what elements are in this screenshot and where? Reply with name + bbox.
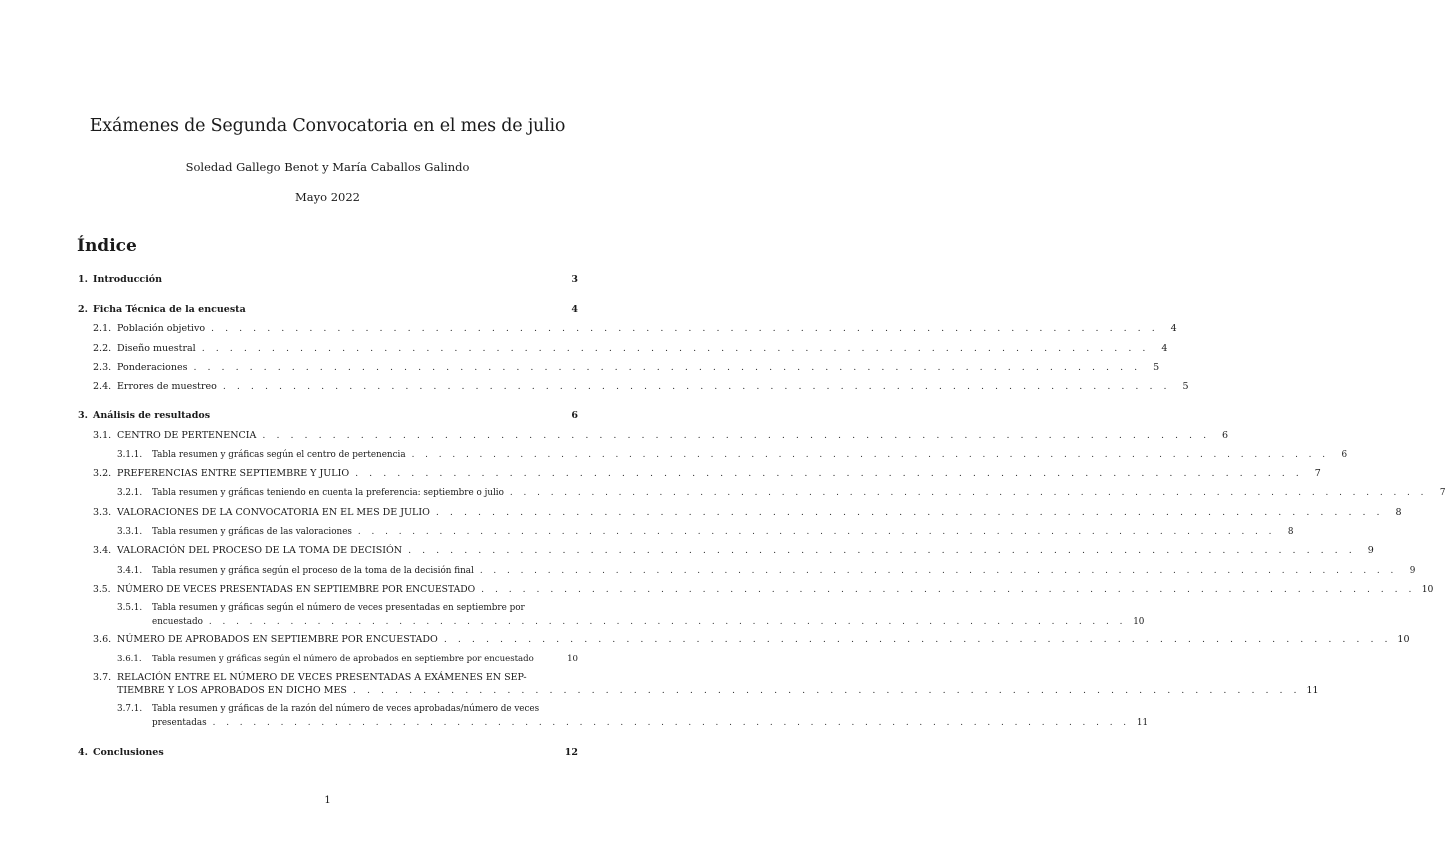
toc-entry-4[interactable] [78,746,578,760]
toc-title-line2: encuestado [152,617,203,627]
toc-number: 4. [78,747,88,758]
toc-leader-dots: . . . . . . . . . . . . . . . . . . . . . . . . . . . . . . . . . . . . . . . . . . . . . . . . . . . . . . . . . . . . . . . . . . . . [479,566,1398,576]
toc-entry-3-5[interactable] [93,583,1434,597]
toc-entry-3-3-1[interactable] [117,525,1294,539]
toc-leader-dots: . . . . . . . . . . . . . . . . . . . . . . . . . . . . . . . . . . . . . . . . . . . . . . . . . . . . . . . . . . . . . . . . . . . . [212,718,1131,728]
toc-entry-3-5-1[interactable] [117,602,1145,629]
toc-entry-3-7-1[interactable] [117,703,1149,730]
toc-title: Tabla resumen y gráficas según el número de aprobados en septiembre por encuestado [152,654,534,664]
toc-entry-2-3[interactable] [93,361,1160,375]
toc-number: 2.4. [93,381,112,392]
toc-entry-2-4[interactable] [93,380,1189,394]
toc-page: 4 [571,304,578,315]
toc-number: 3.1.1. [117,450,143,460]
toc-number: 3.5. [93,584,111,595]
toc-entry-3-6[interactable] [93,633,1410,647]
toc-entry-3-1[interactable] [93,429,1229,443]
toc-page: 3 [571,274,578,285]
toc-title: Tabla resumen y gráficas según el centro de pertenencia [152,450,406,460]
toc-entry-2-2[interactable] [93,342,1168,356]
toc-title: PREFERENCIAS ENTRE SEPTIEMBRE Y JULIO [117,468,350,479]
toc-number: 2.2. [93,343,112,354]
toc-leader-dots: . . . . . . . . . . . . . . . . . . . . . . . . . . . . . . . . . . . . . . . . . . . . . . . . . . . . . . . . . . . . . . . . . . . . [262,430,1211,441]
toc-page: 7 [1314,468,1321,479]
toc-number: 2. [78,304,88,315]
toc-number: 3.2. [93,468,112,479]
toc-entry-3-4[interactable] [93,544,1374,558]
toc-page: 7 [1439,488,1445,498]
toc-page: 12 [564,747,578,758]
toc-title-line1: Tabla resumen y gráficas según el número de veces presentadas en septiembre por [152,603,525,613]
toc-page: 6 [1341,450,1348,460]
toc-page: 10 [1133,617,1145,627]
toc-page: 8 [1395,507,1402,518]
toc-entry-3-1-1[interactable] [117,448,1348,462]
toc-title: VALORACIÓN DEL PROCESO DE LA TOMA DE DECISIÓN [117,545,403,556]
toc-leader-dots: . . . . . . . . . . . . . . . . . . . . . . . . . . . . . . . . . . . . . . . . . . . . . . . . . . . . . . . . . . . . . . . . . . . . [443,634,1392,645]
toc-title: NÚMERO DE VECES PRESENTADAS EN SEPTIEMBRE POR ENCUESTADO [117,584,476,595]
toc-entry-2[interactable] [78,303,578,317]
toc-title-line1: RELACIÓN ENTRE EL NÚMERO DE VECES PRESENTADAS A EXÁMENES EN SEP- [117,672,527,683]
toc-number: 3. [78,410,88,421]
toc-leader-dots: . . . . . . . . . . . . . . . . . . . . . . . . . . . . . . . . . . . . . . . . . . . . . . . . . . . . . . . . . . . . . . . . . . . . [357,527,1276,537]
toc-entry-3[interactable] [78,409,578,423]
toc-title: Introducción [93,274,163,285]
toc-entry-3-7[interactable] [93,671,1319,698]
toc-title-line1: Tabla resumen y gráficas de la razón del número de veces aprobadas/número de veces [152,704,540,714]
toc-number: 1. [78,274,88,285]
toc-title: Ponderaciones [117,362,188,373]
toc-page: 11 [1306,685,1319,696]
toc-number: 3.4. [93,545,112,556]
document-title: Exámenes de Segunda Convocatoria en el mes de julio [89,116,566,136]
toc-leader-dots: . . . . . . . . . . . . . . . . . . . . . . . . . . . . . . . . . . . . . . . . . . . . . . . . . . . . . . . . . . . . . . . . . . . . [435,507,1384,518]
toc-leader-dots: . . . . . . . . . . . . . . . . . . . . . . . . . . . . . . . . . . . . . . . . . . . . . . . . . . . . . . . . . . . . . . . . . . . . [201,343,1150,354]
toc-title: Población objetivo [117,323,206,334]
toc-page: 8 [1287,527,1294,537]
toc-number: 3.6.1. [117,654,142,664]
toc-leader-dots: . . . . . . . . . . . . . . . . . . . . . . . . . . . . . . . . . . . . . . . . . . . . . . . . . . . . . . . . . . . . . . . . . . . . [355,468,1303,479]
toc-title-line2: presentadas [152,718,207,728]
toc-leader-dots: . . . . . . . . . . . . . . . . . . . . . . . . . . . . . . . . . . . . . . . . . . . . . . . . . . . . . . . . . . . . . . . . . . . . [193,362,1142,373]
toc-entry-3-3[interactable] [93,506,1402,520]
index-heading: Índice [77,236,137,256]
toc-leader-dots: . . . . . . . . . . . . . . . . . . . . . . . . . . . . . . . . . . . . . . . . . . . . . . . . . . . . . . . . . . . . . . . . . . . . [352,685,1301,696]
toc-title: CENTRO DE PERTENENCIA [117,430,257,441]
document-authors: Soledad Gallego Benot y María Caballos Galindo [185,160,470,174]
toc-leader-dots: . . . . . . . . . . . . . . . . . . . . . . . . . . . . . . . . . . . . . . . . . . . . . . . . . . . . . . . . . . . . . . . . . . . . [211,323,1159,334]
toc-entry-1[interactable] [78,273,578,287]
toc-page: 10 [1397,634,1410,645]
toc-number: 3.7.1. [117,704,143,714]
toc-number: 3.3.1. [117,527,143,537]
toc-title-line2: TIEMBRE Y LOS APROBADOS EN DICHO MES [117,685,347,696]
toc-entry-2-1[interactable] [93,322,1177,336]
toc-entry-3-6-1[interactable] [117,652,578,666]
page-number: 1 [324,795,331,806]
toc-leader-dots: . . . . . . . . . . . . . . . . . . . . . . . . . . . . . . . . . . . . . . . . . . . . . . . . . . . . . . . . . . . . . . . . . . . . [222,381,1171,392]
toc-number: 3.5.1. [117,603,143,613]
toc-page: 11 [1136,718,1149,728]
toc-number: 3.3. [93,507,112,518]
toc-entry-3-4-1[interactable] [117,564,1416,578]
toc-title: Tabla resumen y gráficas de las valoraciones [152,527,352,537]
toc-title: Tabla resumen y gráficas teniendo en cuenta la preferencia: septiembre o julio [152,488,504,498]
toc-number: 3.1. [93,430,112,441]
toc-page: 5 [1153,362,1160,373]
toc-page: 4 [1161,343,1168,354]
toc-number: 2.1. [93,323,112,334]
toc-number: 3.4.1. [117,566,143,576]
toc-number: 3.6. [93,634,112,645]
toc-title: NÚMERO DE APROBADOS EN SEPTIEMBRE POR ENCUESTADO [117,634,438,645]
toc-page: 4 [1170,323,1177,334]
toc-number: 3.7. [93,672,112,683]
toc-leader-dots: . . . . . . . . . . . . . . . . . . . . . . . . . . . . . . . . . . . . . . . . . . . . . . . . . . . . . . . . . . . . . . . . . . . . [408,545,1356,556]
toc-entry-3-2[interactable] [93,467,1321,481]
toc-leader-dots: . . . . . . . . . . . . . . . . . . . . . . . . . . . . . . . . . . . . . . . . . . . . . . . . . . . . . . . . . . . . . . . . . . . . [411,450,1330,460]
toc-page: 9 [1409,566,1416,576]
toc-page: 6 [1222,430,1229,441]
toc-title: Tabla resumen y gráfica según el proceso de la toma de la decisión final [152,566,474,576]
toc-number: 3.2.1. [117,488,143,498]
toc-page: 5 [1182,381,1189,392]
toc-entry-3-2-1[interactable] [117,486,1445,500]
toc-title: Diseño muestral [117,343,196,354]
toc-leader-dots: . . . . . . . . . . . . . . . . . . . . . . . . . . . . . . . . . . . . . . . . . . . . . . . . . . . . . . . . . . . . . . . . . . . . [509,488,1428,498]
toc-page: 10 [1421,584,1434,595]
toc-title: Errores de muestreo [117,381,217,392]
toc-leader-dots: . . . . . . . . . . . . . . . . . . . . . . . . . . . . . . . . . . . . . . . . . . . . . . . . . . . . . . . . . . . . . . . . . . . . [208,617,1127,627]
toc-page: 10 [567,654,578,664]
toc-leader-dots: . . . . . . . . . . . . . . . . . . . . . . . . . . . . . . . . . . . . . . . . . . . . . . . . . . . . . . . . . . . . . . . . . . . . [481,584,1416,595]
toc-title: Conclusiones [93,747,164,758]
toc-title: VALORACIONES DE LA CONVOCATORIA EN EL MES DE JULIO [117,507,430,518]
toc-title: Ficha Técnica de la encuesta [93,304,246,315]
toc-number: 2.3. [93,362,112,373]
toc-page: 6 [571,410,578,421]
document-date: Mayo 2022 [295,190,360,204]
toc-page: 9 [1367,545,1374,556]
toc-title: Análisis de resultados [93,410,211,421]
